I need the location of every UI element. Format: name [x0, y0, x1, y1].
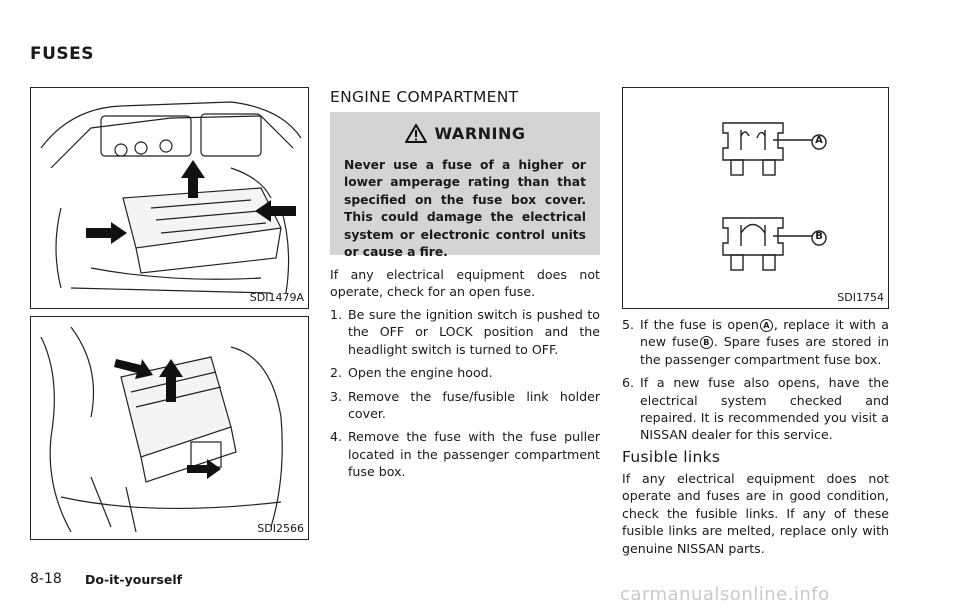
list-item: 5. If the fuse is open A , replace it with a new fuse B . Spare fuses are stored in the passenger compartment fuse box.: [622, 317, 889, 367]
warning-box: [330, 112, 600, 260]
procedure-steps-continued: [622, 316, 889, 450]
warning-text: Never use a fuse of a higher or lower amperage rating than that specified on the fuse box cover. This could damage the electrical system or electronic control units or cause a fire.: [344, 158, 586, 260]
callout-b-icon: B: [700, 336, 713, 349]
engine-compartment-heading: ENGINE COMPARTMENT: [330, 88, 519, 106]
figure-fuse-holder-cover: [30, 316, 309, 540]
fusible-links-paragraph: If any electrical equipment does not operate and fuses are in good condition, check the fusible links. If any of these fusible links are melted, replace only with genuine NISSAN parts.: [622, 471, 889, 556]
fuse-label-b: B: [815, 231, 823, 242]
list-item: 6. If a new fuse also opens, have the electrical system checked and repaired. It is recommended you visit a NISSAN dealer for this service.: [622, 375, 889, 443]
list-item: 2. Open the engine hood.: [330, 365, 493, 381]
chapter-title: Do-it-yourself: [85, 572, 183, 587]
procedure-steps: [330, 306, 600, 487]
callout-a-icon: A: [760, 319, 773, 332]
figure-caption: SDI1479A: [249, 291, 304, 304]
warning-title: WARNING: [434, 124, 526, 143]
fuse-label-a: A: [815, 135, 823, 146]
fuse-holder-illustration: [31, 317, 308, 539]
page-number: 8-18: [30, 571, 62, 587]
fusible-links-heading: Fusible links: [622, 448, 721, 466]
warning-triangle-icon: [405, 124, 427, 143]
section-title: FUSES: [30, 44, 95, 64]
list-item: 4. Remove the fuse with the fuse puller located in the passenger compartment fuse box.: [330, 429, 600, 480]
figure-engine-fuse-box: [30, 87, 309, 309]
engine-illustration: [31, 88, 308, 308]
figure-caption: SDI2566: [257, 522, 304, 535]
watermark: carmanualsonline.info: [620, 584, 830, 605]
list-item: 1. Be sure the ignition switch is pushed to the OFF or LOCK position and the headlight switch is turned to OFF.: [330, 307, 600, 357]
fuse-illustration: [623, 88, 888, 308]
intro-paragraph: If any electrical equipment does not operate, check for an open fuse.: [330, 267, 600, 300]
figure-fuse-comparison: [622, 87, 889, 309]
list-item: 3. Remove the fuse/fusible link holder cover.: [330, 388, 600, 422]
figure-caption: SDI1754: [837, 291, 884, 304]
